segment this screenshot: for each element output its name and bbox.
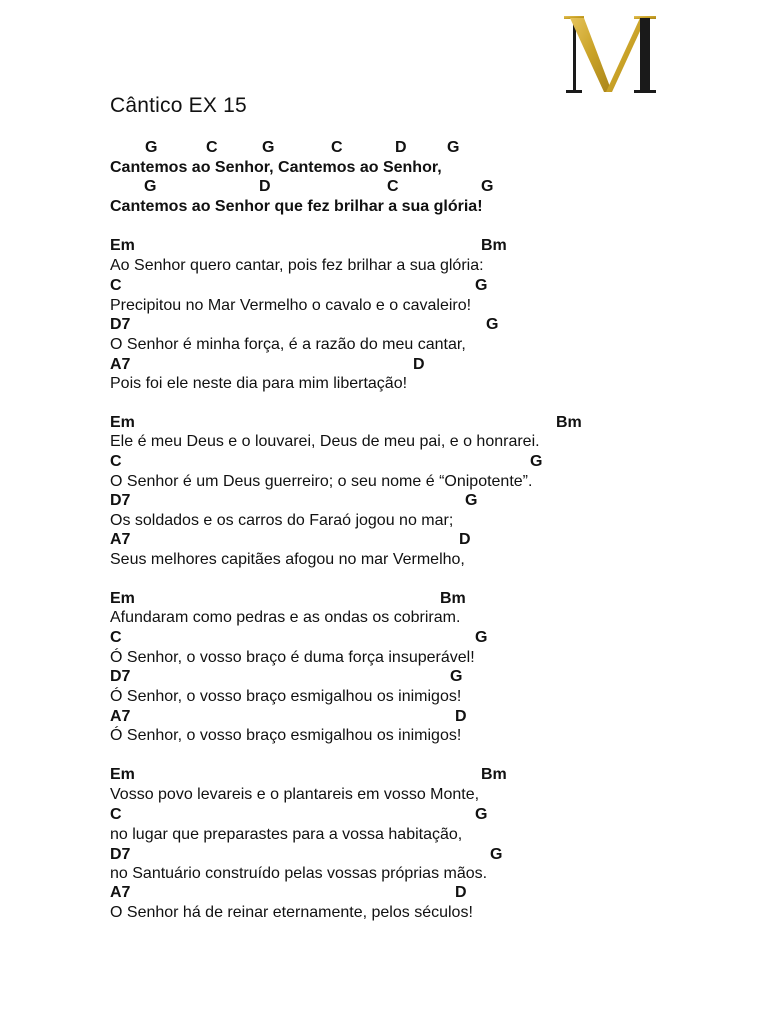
chord-line: [0, 236, 768, 256]
chord-line: [0, 765, 768, 785]
chord-line: [0, 177, 768, 197]
chord-line: [0, 707, 768, 727]
lyric-line: Cantemos ao Senhor, Cantemos ao Senhor,: [110, 159, 442, 176]
chord: Bm: [481, 766, 507, 783]
chord-line: [0, 845, 768, 865]
chord: D7: [110, 668, 131, 685]
chord-line: [0, 276, 768, 296]
chord: Em: [110, 590, 135, 607]
chord-line: [0, 667, 768, 687]
chord: C: [110, 277, 122, 294]
lyric-line: Ó Senhor, o vosso braço esmigalhou os inimigos!: [110, 688, 462, 705]
lyric-line: Cantemos ao Senhor que fez brilhar a sua glória!: [110, 198, 483, 215]
chord: Em: [110, 237, 135, 254]
chord-line: [0, 589, 768, 609]
page-title: Cântico EX 15: [110, 94, 247, 117]
lyric-line: no Santuário construído pelas vossas próprias mãos.: [110, 865, 488, 882]
lyric-line: Ele é meu Deus e o louvarei, Deus de meu pai, e o honrarei.: [110, 433, 540, 450]
chord: G: [475, 806, 488, 823]
chord: D: [395, 139, 407, 156]
chord: G: [450, 668, 463, 685]
chord-line: [0, 491, 768, 511]
chord-line: [0, 315, 768, 335]
chord: A7: [110, 531, 131, 548]
lyric-line: Ao Senhor quero cantar, pois fez brilhar a sua glória:: [110, 257, 484, 274]
chord-line: [0, 355, 768, 375]
chord: D: [413, 356, 425, 373]
lyric-line: Ó Senhor, o vosso braço é duma força insuperável!: [110, 649, 475, 666]
lyric-line: Afundaram como pedras e as ondas os cobriram.: [110, 609, 461, 626]
chord: Bm: [481, 237, 507, 254]
lyric-line: Ó Senhor, o vosso braço esmigalhou os inimigos!: [110, 727, 462, 744]
chord: G: [262, 139, 275, 156]
chord: C: [110, 629, 122, 646]
chord: A7: [110, 708, 131, 725]
chord: G: [145, 139, 158, 156]
chord: D7: [110, 316, 131, 333]
chord-line: [0, 805, 768, 825]
chord-line: [0, 530, 768, 550]
chord: Em: [110, 414, 135, 431]
chord: C: [206, 139, 218, 156]
chord: D: [455, 708, 467, 725]
lyric-line: O Senhor há de reinar eternamente, pelos séculos!: [110, 904, 473, 921]
chord: G: [465, 492, 478, 509]
chord-line: [0, 138, 768, 158]
chord: C: [331, 139, 343, 156]
chord: D7: [110, 492, 131, 509]
lyric-line: Seus melhores capitães afogou no mar Vermelho,: [110, 551, 465, 568]
chord-line: [0, 413, 768, 433]
chord: Bm: [440, 590, 466, 607]
chord: A7: [110, 884, 131, 901]
chord-line: [0, 452, 768, 472]
lyric-line: Precipitou no Mar Vermelho o cavalo e o cavaleiro!: [110, 297, 472, 314]
chord: C: [387, 178, 399, 195]
chord: Bm: [556, 414, 582, 431]
chord: D: [259, 178, 271, 195]
lyric-line: no lugar que preparastes para a vossa habitação,: [110, 826, 463, 843]
chord: A7: [110, 356, 131, 373]
lyric-line: Vosso povo levareis e o plantareis em vosso Monte,: [110, 786, 480, 803]
chord: G: [530, 453, 543, 470]
chord: G: [475, 277, 488, 294]
chord: G: [490, 846, 503, 863]
chord: G: [481, 178, 494, 195]
chord: G: [475, 629, 488, 646]
lyric-line: O Senhor é minha força, é a razão do meu cantar,: [110, 336, 466, 353]
lyric-line: Pois foi ele neste dia para mim libertação!: [110, 375, 408, 392]
chord: G: [447, 139, 460, 156]
chord: G: [486, 316, 499, 333]
chord: Em: [110, 766, 135, 783]
chord: C: [110, 806, 122, 823]
chord: D: [455, 884, 467, 901]
chord: C: [110, 453, 122, 470]
chord: D: [459, 531, 471, 548]
lyric-line: Os soldados e os carros do Faraó jogou no mar;: [110, 512, 454, 529]
lyric-line: O Senhor é um Deus guerreiro; o seu nome é “Onipotente”.: [110, 473, 533, 490]
chord: D7: [110, 846, 131, 863]
chord-line: [0, 628, 768, 648]
chord-line: [0, 883, 768, 903]
chord: G: [144, 178, 157, 195]
